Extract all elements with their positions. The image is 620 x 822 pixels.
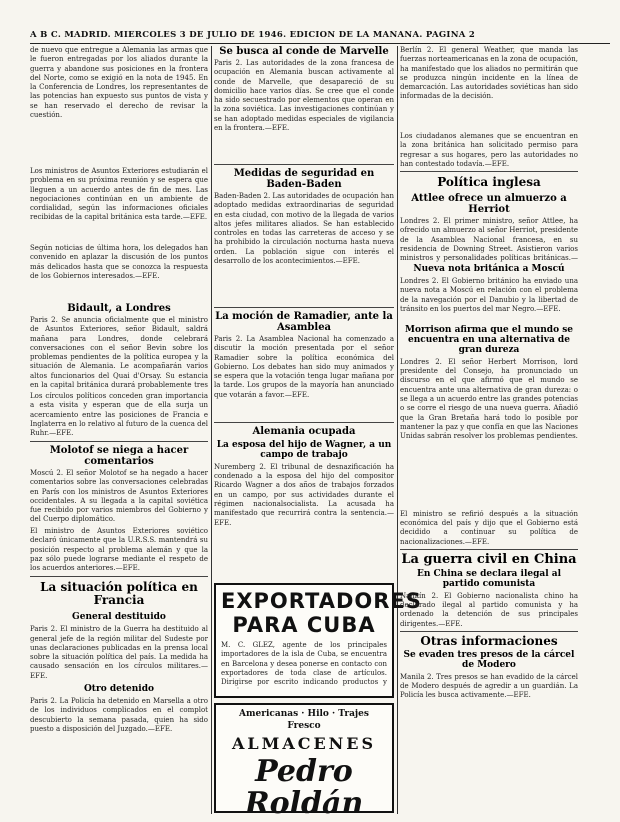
article-headline: Attlee ofrece un almuerzo a Herriot (411, 193, 567, 216)
article-paragraph: de nuevo que entregue a Alemania las armas que le fueron entregadas por los aliados durante la guerra y abandone sus posiciones en la frontera del Norte, como se exigió en la nota de 1945. En la Conferencia de Londres, los representantes de las potencias han expuesto sus puntos de vista y se han reservado el derecho de revisar la cuestión. (30, 46, 208, 120)
article-subheadline: Se evaden tres presos de la cárcel de Modero (403, 650, 575, 670)
ad-title: EXPORTADORES PARA CUBA (221, 589, 422, 637)
column-middle (214, 46, 422, 814)
ad-products: Americanas · Hilo · Trajes Fresco (239, 709, 369, 731)
article-paragraph: Londres 2. El Gobierno británico ha enviado una nueva nota a Moscú en relación con el problema de la navegación por el Danubio y la libertad de tránsito en los puertos del mar Negro.—EFE. (400, 277, 578, 313)
article-headline: La moción de Ramadier, ante la Asamblea (215, 311, 393, 333)
article-headline: La situación política en Francia (40, 580, 198, 608)
article-paragraph: Los ministros de Asuntos Exteriores estudiarán el problema en su próxima reunión y se espera que lleguen a un acuerdo antes de fin de mes. Las negociaciones continúan en un ambiente de cordialidad, según las informaciones oficiales recibidas de la capital británica esta tarde.—EFE. (30, 167, 208, 222)
column-rule (211, 46, 212, 814)
article-paragraph: Según noticias de última hora, los delegados han convenido en aplazar la discusión de los puntos más delicados hasta que se conozca la respuesta de los Gobiernos interesados.—EFE. (30, 244, 208, 280)
article-paragraph: Moscú 2. El señor Molotof se ha negado a hacer comentarios sobre las conversaciones celebradas en París con los ministros de Asuntos Exteriores occidentales. A su llegada a la capital soviética fue recibido por varios miembros del Gobierno y del Cuerpo diplomático. (30, 469, 208, 524)
article-paragraph: Nuremberg 2. El tribunal de desnazificación ha condenado a la esposa del hijo del compositor Ricardo Wagner a dos años de trabajos forzados en un campo, por sus actividades durante el régimen nacionalsocialista. La acusada ha manifestado que recurrirá contra la sentencia.—EFE. (214, 462, 394, 527)
article-paragraph: Paris 2. Las autoridades de la zona francesa de ocupación en Alemania buscan activamente al conde de Marvelle, que desapareció de su domicilio hace varios días. Se cree que el conde ha sido secuestrado por elementos que operan en la zona soviética. Las investigaciones continúan y se han adoptado medidas especiales de vigilancia en la frontera.—EFE. (214, 59, 394, 133)
article-paragraph: Los ciudadanos alemanes que se encuentran en la zona británica han solicitado permiso para regresar a sus hogares, pero las autoridades no han contestado todavía.—EFE. (400, 132, 578, 168)
article-headline: Morrison afirma que el mundo se encuentra en una alternativa de gran dureza (404, 325, 574, 355)
divider (214, 422, 394, 423)
article-paragraph: Nankín 2. El Gobierno nacionalista chino ha declarado ilegal al partido comunista y ha ordenado la detención de sus principales dirigentes.—EFE. (400, 591, 578, 628)
divider (30, 576, 208, 577)
column-rule (397, 46, 398, 814)
article-paragraph: Paris 2. La Policía ha detenido en Marsella a otro de los individuos complicados en el complot descubierto la semana pasada, quien ha sido puesto a disposición del Juzgado.—EFE. (30, 697, 208, 734)
advertisement-exportadores (214, 583, 422, 698)
article-paragraph: Manila 2. Tres presos se han evadido de la cárcel de Modero después de agredir a un guardián. La Policía les busca activamente.—EFE. (400, 672, 578, 700)
article-headline: Se busca al conde de Marvelle (219, 46, 389, 57)
article-paragraph: Londres 2. El señor Herbert Morrison, lord presidente del Consejo, ha pronunciado un discurso en el que afirmó que el mundo se encuentra ante una alternativa de gran dureza: o se llega a un acuerdo entre las grandes potencias o se corre el riesgo de una nueva guerra. Añadió que la Gran Bretaña hará todo lo posible por mantener la paz y que confía en que las Naciones Unidas sabrán resolver los problemas pendientes. (400, 357, 578, 441)
column-right (400, 46, 578, 814)
article-paragraph: Baden-Baden 2. Las autoridades de ocupación han adoptado medidas extraordinarias de seguridad en esta ciudad, con motivo de la llegada de varios altos jefes militares aliados. Se han establecido controles en todas las carreteras de acceso y se ha prohibido la circulación nocturna hasta nueva orden. La población sigue con interés el desarrollo de los acontecimientos.—EFE. (214, 192, 394, 266)
section-headline: Otras informaciones (420, 633, 558, 648)
article-paragraph: Los círculos políticos conceden gran importancia a esta visita y esperan que de ella surja un acercamiento entre las posiciones de Francia e Inglaterra en lo relativo al futuro de la cuenca del Ruhr.—EFE. (30, 392, 208, 438)
article-paragraph: Londres 2. El primer ministro, señor Attlee, ha ofrecido un almuerzo al señor Herriot, presidente de la Asamblea Nacional francesa, en su residencia de Downing Street. Asistieron varios ministros y personalidades políticas británicas.— (400, 217, 578, 263)
article-headline: Medidas de seguridad en Baden-Baden (233, 168, 375, 190)
page-header: A B C. MADRID. MIERCOLES 3 DE JULIO DE 1946. EDICION DE LA MAÑANA. PAGINA 2 (30, 30, 610, 44)
article-paragraph: El ministro se refirió después a la situación económica del país y dijo que el Gobierno está decidido a continuar su política de nacionalizaciones.—EFE. (400, 509, 578, 546)
ad-text: M. C. GLEZ, agente de los principales importadores de la isla de Cuba, se encuentra en Barcelona y desea ponerse en contacto con exportadores de toda clase de artículos. Dirigirse por escrito indicando productos y (221, 641, 387, 687)
article-subheadline: En China se declara ilegal al partido comunista (416, 569, 562, 589)
ad-store-name: Pedro Roldán (244, 754, 364, 821)
article-subheadline: Otro detenido (83, 684, 155, 695)
section-headline: Política inglesa (437, 175, 541, 189)
article-subheadline: La esposa del hijo de Wagner, a un campo de trabajo (216, 440, 392, 460)
divider (214, 164, 394, 165)
article-paragraph: Paris 2. El ministro de la Guerra ha destituido al general jefe de la región militar del Sudeste por unas declaraciones publicadas en la prensa local sobre la situación política del país. La medida ha causado sensación en los círculos militares.—EFE. (30, 625, 208, 680)
advertisement-pedro-roldan (214, 703, 394, 821)
divider (400, 549, 578, 550)
article-paragraph: Paris 2. Se anuncia oficialmente que el ministro de Asuntos Exteriores, señor Bidault, saldrá mañana para Londres, donde celebrará conversaciones con el señor Bevin sobre los problemas pendientes de la política europea y la situación de Alemania. Le acompañarán varios altos funcionarios del Quai d'Orsay. Su estancia en la capital británica durará probablemente tres (30, 316, 208, 390)
divider (400, 631, 578, 632)
article-paragraph: Paris 2. La Asamblea Nacional ha comenzado a discutir la moción presentada por el señor Ramadier sobre la política económica del Gobierno. Los debates han sido muy animados y se espera que la votación tenga lugar mañana por la tarde. Los grupos de la mayoría han anunciado que votarán a favor.—EFE. (214, 335, 394, 399)
column-left (30, 46, 208, 814)
ad-store-label: ALMACENES (231, 734, 377, 753)
divider (214, 307, 394, 308)
divider (30, 441, 208, 442)
article-headline: Bidault, a Londres (67, 303, 171, 314)
article-subheadline: General destituido (72, 612, 166, 623)
section-headline: Alemania ocupada (252, 426, 356, 437)
article-subheadline: Nueva nota británica a Moscú (413, 264, 565, 275)
divider (400, 171, 578, 172)
article-paragraph: El ministro de Asuntos Exteriores soviético declaró únicamente que la U.R.S.S. mantendrá su posición respecto al problema alemán y que la paz sólo puede lograrse mediante el respeto de los acuerdos anteriores.—EFE. (30, 527, 208, 573)
section-headline: La guerra civil en China (401, 551, 577, 567)
article-headline: Molotof se niega a hacer comentarios (49, 445, 189, 467)
article-paragraph: Berlín 2. El general Weather, que manda las fuerzas norteamericanas en la zona de ocupación, ha manifestado que los aliados no permitirán que se produzca ningún incidente en la línea de demarcación. Las autoridades soviéticas han sido informadas de la decisión. (400, 46, 578, 101)
